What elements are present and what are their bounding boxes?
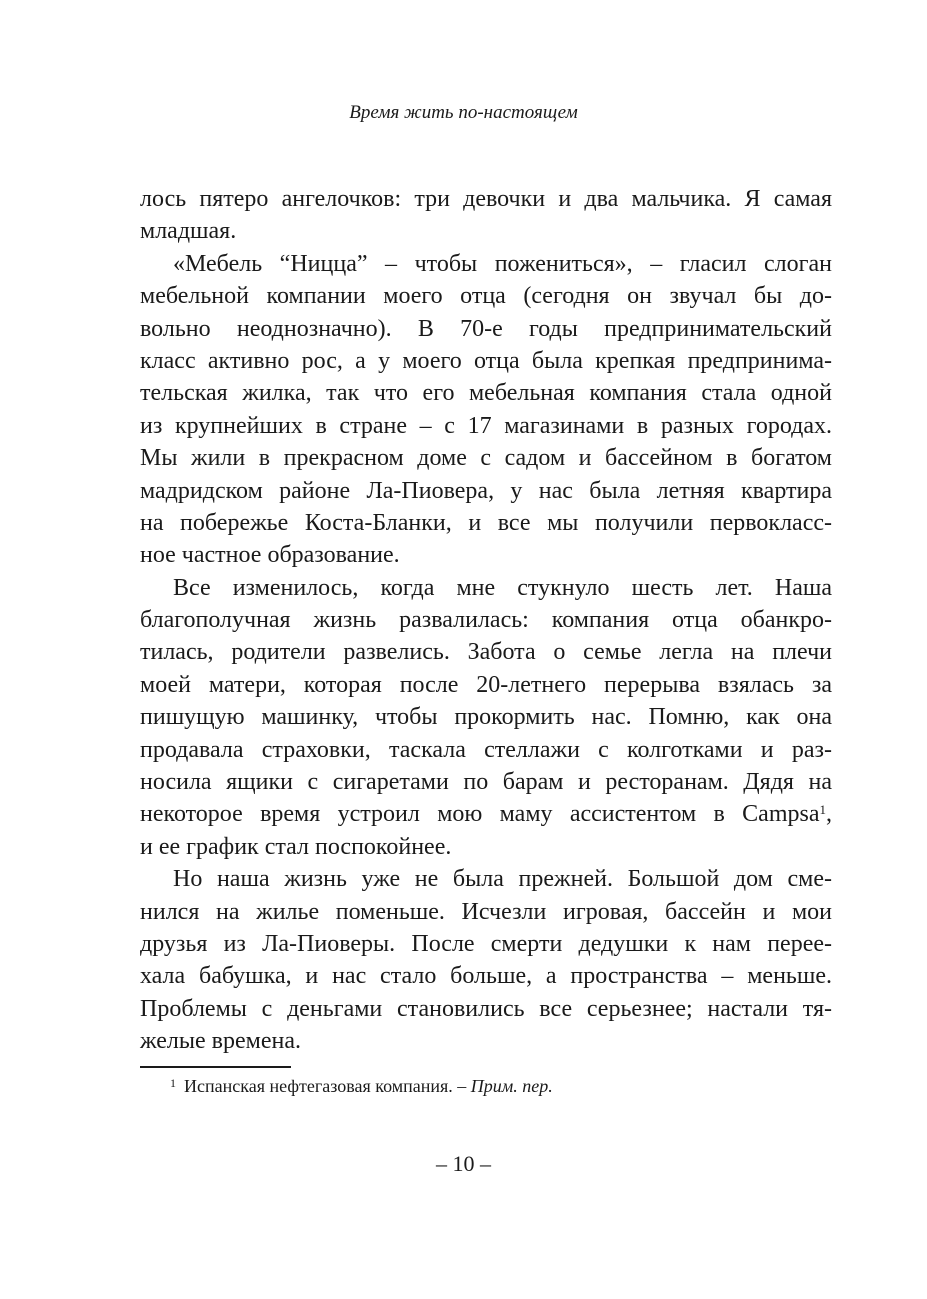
paragraph bbox=[140, 248, 832, 572]
text-line: благополучная жизнь развалилась: компания отца обанкро- bbox=[140, 607, 832, 634]
text-line: из крупнейших в стране – с 17 магазинами в разных городах. bbox=[140, 412, 832, 439]
text-line: моей матери, которая после 20-летнего перерыва взялась за bbox=[140, 671, 832, 698]
text-line: нился на жилье поменьше. Исчезли игровая, бассейн и мои bbox=[140, 898, 832, 925]
punctuation: , bbox=[826, 801, 832, 828]
text-line bbox=[140, 798, 832, 830]
text-line: ное частное образование. bbox=[140, 542, 400, 569]
text-line: носила ящики с сигаретами по барам и ресторанам. Дядя на bbox=[140, 769, 832, 796]
footnote-mark: 1 bbox=[170, 1076, 176, 1090]
footnote-text: Испанская нефтегазовая компания. – bbox=[184, 1076, 471, 1096]
paragraph bbox=[140, 572, 832, 864]
text-line: класс активно рос, а у моего отца была крепкая предпринима- bbox=[140, 347, 832, 374]
text-line: на побережье Коста-Бланки, и все мы получили первокласс- bbox=[140, 509, 832, 536]
footnote bbox=[140, 1076, 553, 1097]
text-line: Мы жили в прекрасном доме с садом и бассейном в богатом bbox=[140, 445, 832, 472]
text-line: Все изменилось, когда мне стукнуло шесть лет. Наша bbox=[173, 574, 832, 601]
text-line: желые времена. bbox=[140, 1028, 301, 1055]
text-line: друзья из Ла-Пиоверы. После смерти дедушки к нам перее- bbox=[140, 930, 832, 957]
footnote-reference[interactable]: 1 bbox=[819, 802, 826, 818]
text-line: вольно неоднозначно). В 70-е годы предпринимательский bbox=[140, 315, 832, 342]
text-line: и ее график стал поспокойнее. bbox=[140, 833, 452, 860]
text-line: пишущую машинку, чтобы прокормить нас. Помню, как она bbox=[140, 704, 832, 731]
text-line: «Мебель “Ницца” – чтобы пожениться», – гласил слоган bbox=[173, 250, 832, 277]
paragraph bbox=[140, 183, 832, 248]
text-line-content: некоторое время устроил мою маму ассистентом в Campsa bbox=[140, 801, 820, 828]
text-line: младшая. bbox=[140, 218, 237, 245]
text-line: тельская жилка, так что его мебельная компания стала одной bbox=[140, 380, 832, 407]
text-line: хала бабушка, и нас стало больше, а пространства – меньше. bbox=[140, 963, 832, 990]
text-line: лось пятеро ангелочков: три девочки и два мальчика. Я самая bbox=[140, 186, 832, 212]
paragraph bbox=[140, 863, 832, 1057]
text-line: тилась, родители развелись. Забота о семье легла на плечи bbox=[140, 639, 832, 666]
page-number: – 10 – bbox=[436, 1151, 491, 1176]
body-text bbox=[140, 183, 832, 1058]
footnote-divider bbox=[140, 1066, 291, 1068]
footnote-note: Прим. пер. bbox=[470, 1076, 553, 1096]
text-line: Проблемы с деньгами становились все серьезнее; настали тя- bbox=[140, 995, 832, 1022]
running-head: Время жить по-настоящем bbox=[349, 102, 578, 123]
text-line: Но наша жизнь уже не была прежней. Большой дом сме- bbox=[173, 866, 832, 893]
text-line: мебельной компании моего отца (сегодня он звучал бы до- bbox=[140, 283, 832, 310]
text-line: мадридском районе Ла-Пиовера, у нас была летняя квартира bbox=[140, 477, 832, 504]
text-line: продавала страховки, таскала стеллажи с колготками и раз- bbox=[140, 736, 832, 763]
